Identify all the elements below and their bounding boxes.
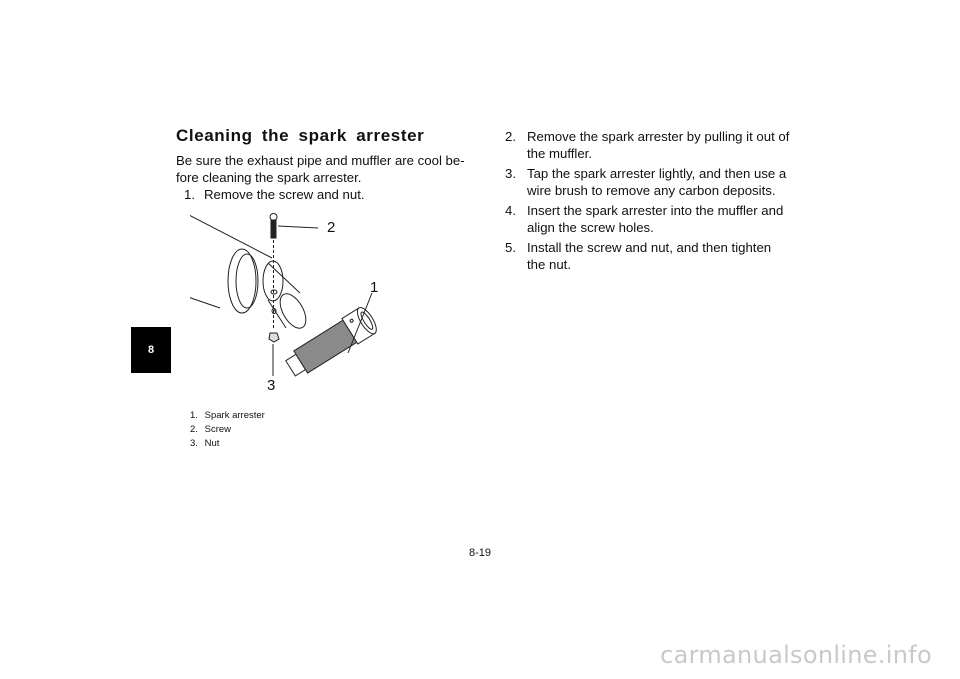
step-5: 5. Install the screw and nut, and then tighten the nut. [505,240,772,272]
callout-3: 3 [267,377,276,394]
legend-item: 1. Spark arrester [190,410,265,421]
callout-2: 2 [327,219,336,236]
right-column [505,128,790,276]
step-4: 4. Insert the spark arrester into the muffler and align the screw holes. [505,203,784,235]
step-text: Remove the screw and nut. [204,187,365,202]
left-column [176,126,468,203]
section-title: Cleaning the spark arrester [176,126,425,145]
watermark: carmanualsonline.info [660,641,932,669]
step-number: 1. [184,187,195,202]
callout-1: 1 [370,279,379,296]
legend-item: 2. Screw [190,424,232,435]
intro-line-1: Be sure the exhaust pipe and muffler are cool be- [176,153,465,168]
spark-arrester-figure [190,208,400,398]
step-1 [176,186,468,203]
step-3: 3. Tap the spark arrester lightly, and then use a wire brush to remove any carbon deposits. [505,166,787,198]
chapter-tab: 8 [131,327,171,373]
step-2: 2. Remove the spark arrester by pulling it out of the muffler. [505,129,790,161]
legend-item: 3. Nut [190,438,220,449]
intro-line-2: fore cleaning the spark arrester. [176,170,362,185]
figure-legend [190,409,265,451]
page-number: 8-19 [468,547,492,559]
